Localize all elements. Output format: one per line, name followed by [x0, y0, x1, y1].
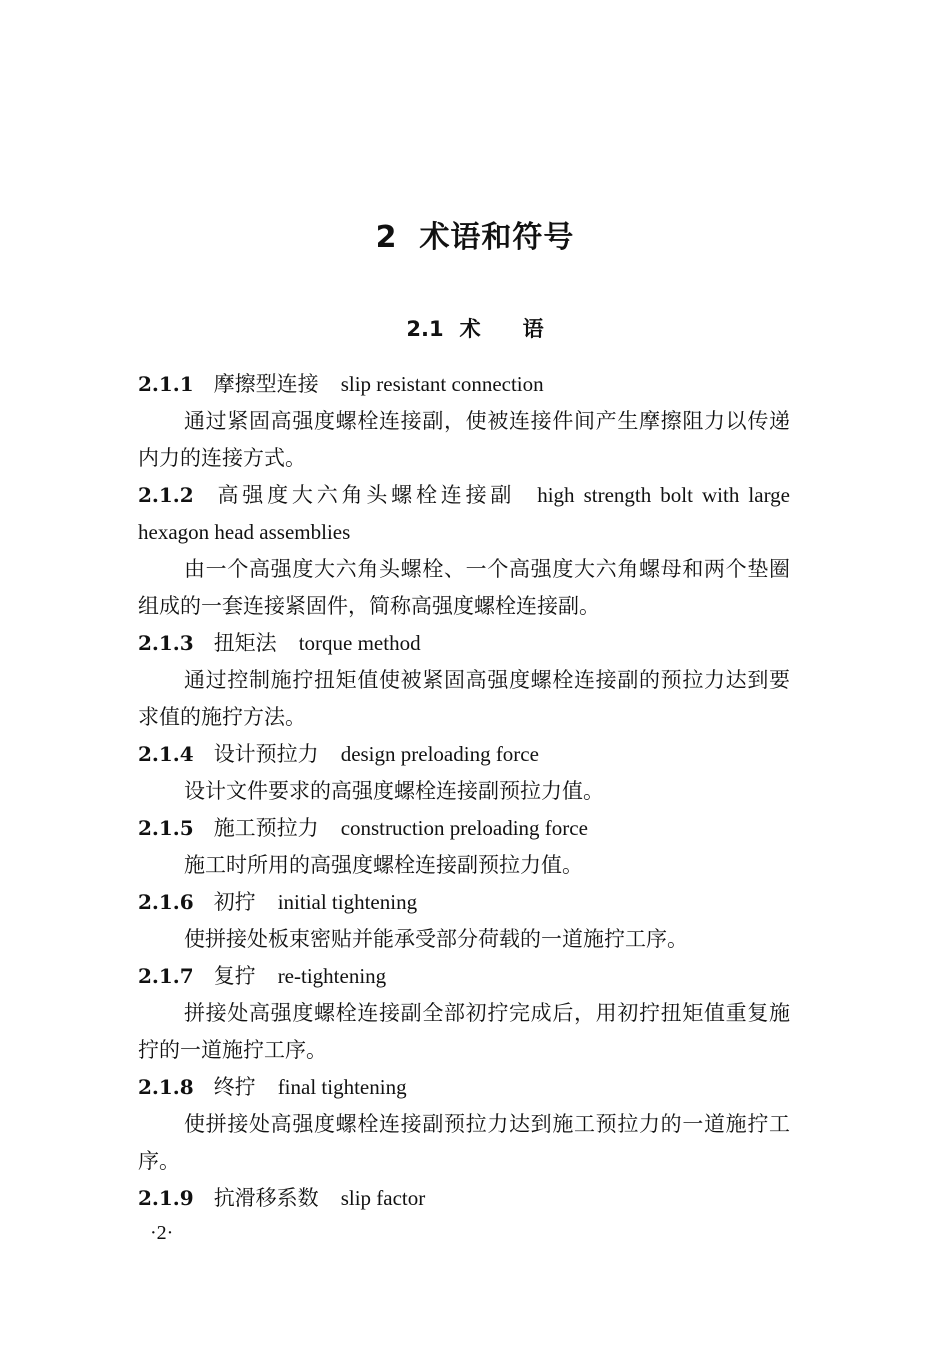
- term-definition: 施工时所用的高强度螺栓连接副预拉力值。: [184, 853, 583, 877]
- term-number: 2.1.3: [138, 631, 194, 655]
- term-heading: [138, 1069, 790, 1106]
- section-title-part1: 术: [459, 317, 481, 341]
- term-2-1-1: [138, 366, 790, 477]
- section-title: [0, 313, 950, 343]
- term-english: construction preloading force: [340, 816, 588, 840]
- term-definition: 设计文件要求的高强度螺栓连接副预拉力值。: [184, 779, 604, 803]
- term-chinese: 抗滑移系数: [213, 1186, 319, 1210]
- term-heading: [138, 884, 790, 921]
- term-heading: [138, 1180, 790, 1217]
- term-definition: 由一个高强度大六角头螺栓、一个高强度大六角螺母和两个垫圈组成的一套连接紧固件，简称高强度螺栓连接副。: [138, 557, 790, 618]
- section-title-part2: 语: [522, 317, 544, 341]
- terms-list: [138, 366, 790, 1217]
- term-number: 2.1.6: [138, 890, 194, 914]
- term-2-1-6: [138, 884, 790, 958]
- term-heading: [138, 625, 790, 662]
- term-2-1-3: [138, 625, 790, 736]
- term-english: torque method: [298, 631, 421, 655]
- term-number: 2.1.2: [138, 483, 194, 507]
- term-heading: [138, 366, 790, 403]
- term-english: high strength bolt with large hexagon head assemblies: [138, 483, 790, 544]
- term-chinese: 摩擦型连接: [213, 372, 319, 396]
- section-number: 2.1: [406, 317, 444, 341]
- chapter-number: 2: [375, 220, 398, 255]
- term-definition: 通过控制施拧扭矩值使被紧固高强度螺栓连接副的预拉力达到要求值的施拧方法。: [138, 668, 790, 729]
- term-chinese: 终拧: [213, 1075, 256, 1099]
- term-heading: [138, 958, 790, 995]
- term-chinese: 高强度大六角头螺栓连接副: [213, 483, 516, 507]
- term-english: initial tightening: [277, 890, 418, 914]
- term-heading: [138, 477, 790, 551]
- term-heading: [138, 810, 790, 847]
- term-number: 2.1.8: [138, 1075, 194, 1099]
- term-definition: 拼接处高强度螺栓连接副全部初拧完成后，用初拧扭矩值重复施拧的一道施拧工序。: [138, 1001, 790, 1062]
- term-chinese: 施工预拉力: [213, 816, 319, 840]
- term-number: 2.1.9: [138, 1186, 194, 1210]
- term-english: re-tightening: [277, 964, 387, 988]
- term-definition: 使拼接处板束密贴并能承受部分荷载的一道施拧工序。: [184, 927, 688, 951]
- term-number: 2.1.7: [138, 964, 194, 988]
- term-heading: [138, 736, 790, 773]
- term-english: final tightening: [277, 1075, 407, 1099]
- term-english: slip resistant connection: [340, 372, 544, 396]
- term-chinese: 初拧: [213, 890, 256, 914]
- term-2-1-8: [138, 1069, 790, 1180]
- term-number: 2.1.4: [138, 742, 194, 766]
- term-number: 2.1.1: [138, 372, 194, 396]
- term-number: 2.1.5: [138, 816, 194, 840]
- chapter-title: [0, 212, 950, 256]
- term-chinese: 扭矩法: [213, 631, 277, 655]
- term-2-1-5: [138, 810, 790, 884]
- chapter-title-text: 术语和符号: [419, 220, 575, 255]
- term-chinese: 复拧: [213, 964, 256, 988]
- term-2-1-9: [138, 1180, 790, 1217]
- term-definition: 使拼接处高强度螺栓连接副预拉力达到施工预拉力的一道施拧工序。: [138, 1112, 790, 1173]
- term-chinese: 设计预拉力: [213, 742, 319, 766]
- page-number: ·2·: [150, 1222, 174, 1244]
- term-english: slip factor: [340, 1186, 426, 1210]
- term-2-1-7: [138, 958, 790, 1069]
- term-2-1-2: [138, 477, 790, 625]
- term-2-1-4: [138, 736, 790, 810]
- term-english: design preloading force: [340, 742, 539, 766]
- term-definition: 通过紧固高强度螺栓连接副，使被连接件间产生摩擦阻力以传递内力的连接方式。: [138, 409, 790, 470]
